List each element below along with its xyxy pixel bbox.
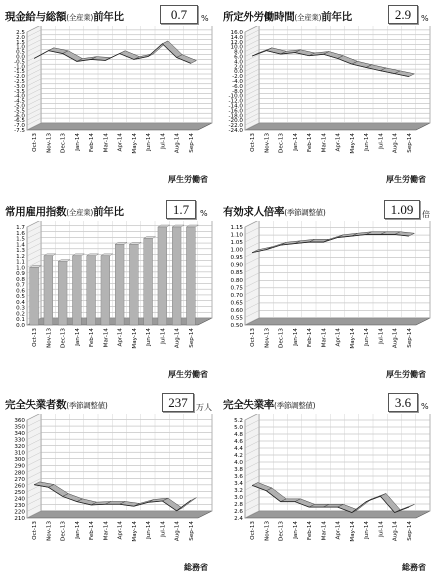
y-tick-label: -20.0 <box>228 118 243 125</box>
latest-value-box: 1.7 <box>166 200 196 219</box>
side-wall <box>245 414 259 518</box>
x-tick-label: Mar-14 <box>321 133 328 153</box>
latest-value-box: 0.7 <box>160 5 198 24</box>
bar <box>58 262 67 325</box>
y-tick-label: 350 <box>14 424 25 431</box>
x-tick-label: Jun-14 <box>364 133 371 151</box>
value-unit: 倍 <box>422 210 430 219</box>
x-tick-label: Feb-14 <box>89 133 96 153</box>
x-tick-label: Nov-13 <box>46 328 53 348</box>
y-tick-label: 0.4 <box>16 299 25 306</box>
y-tick-label: 1.05 <box>230 240 243 247</box>
x-tick-label: Nov-13 <box>46 521 53 541</box>
floor <box>245 511 430 518</box>
source-label: 厚生労働省 <box>168 370 208 379</box>
y-tick-label: 16.0 <box>230 30 243 36</box>
y-tick-label: -14.0 <box>228 103 243 110</box>
x-tick-label: Jul-14 <box>160 521 167 537</box>
bar <box>144 239 153 325</box>
x-tick-label: Dec-13 <box>278 133 285 153</box>
value-unit: % <box>421 14 429 23</box>
y-tick-label: -5.0 <box>14 103 25 110</box>
y-tick-label: 310 <box>14 450 25 457</box>
source-label: 厚生労働省 <box>386 175 426 184</box>
y-tick-label: 210 <box>14 516 25 522</box>
x-tick-label: May-14 <box>349 328 356 349</box>
y-tick-label: 2.5 <box>16 30 25 36</box>
x-tick-label: Jun-14 <box>146 133 153 151</box>
x-tick-label: Aug-14 <box>392 328 399 349</box>
chart-title: 完全失業者数(季節調整値) <box>5 399 108 411</box>
latest-value-box: 3.6 <box>388 393 418 412</box>
y-tick-label: -6.5 <box>14 118 25 125</box>
chart-panel-employment-index <box>2 197 214 383</box>
x-tick-label: Nov-13 <box>264 133 271 153</box>
chart-unemployment-rate <box>220 414 432 564</box>
bar <box>101 256 110 325</box>
y-tick-label: 0.50 <box>230 323 243 329</box>
x-tick-label: Apr-14 <box>117 521 124 540</box>
chart-unemployed <box>2 414 214 564</box>
value-unit: % <box>421 402 429 411</box>
y-tick-label: -22.0 <box>228 123 243 130</box>
y-tick-label: 12.0 <box>230 39 243 46</box>
value-unit: 万人 <box>196 403 212 412</box>
x-tick-label: Dec-13 <box>278 521 285 541</box>
source-label: 厚生労働省 <box>386 370 426 379</box>
y-tick-label: -1.5 <box>14 69 25 76</box>
x-tick-label: Sep-14 <box>188 328 195 348</box>
y-tick-label: 290 <box>14 463 25 470</box>
y-tick-label: 0.8 <box>16 276 25 283</box>
value-unit: % <box>200 209 208 218</box>
floor <box>27 511 212 518</box>
y-tick-label: 230 <box>14 502 25 509</box>
y-tick-label: 0.1 <box>16 317 25 324</box>
x-tick-label: Mar-14 <box>321 328 328 348</box>
chart-panel-overtime <box>220 2 432 188</box>
x-tick-label: Sep-14 <box>188 133 195 153</box>
x-tick-label: Jul-14 <box>378 328 385 344</box>
x-tick-label: Oct-13 <box>250 133 257 152</box>
y-tick-label: 0.90 <box>230 262 243 269</box>
y-tick-label: 1.3 <box>16 248 25 255</box>
x-tick-label: Oct-13 <box>32 133 39 152</box>
value-unit: % <box>201 14 209 23</box>
x-tick-label: Apr-14 <box>117 133 124 152</box>
y-tick-label: -7.0 <box>14 123 25 130</box>
x-tick-label: Jul-14 <box>378 133 385 149</box>
y-tick-label: 0.7 <box>16 282 25 289</box>
x-tick-label: Aug-14 <box>174 328 181 349</box>
x-tick-label: Feb-14 <box>89 328 96 348</box>
y-tick-label: -6.0 <box>232 83 243 90</box>
y-tick-label: 4.0 <box>234 59 243 66</box>
x-tick-label: Dec-13 <box>60 328 67 348</box>
y-tick-label: 10.0 <box>230 44 243 51</box>
y-tick-label: -4.0 <box>232 79 243 85</box>
x-tick-label: Mar-14 <box>103 521 110 541</box>
y-tick-label: 4.6 <box>234 439 243 445</box>
y-tick-label: -18.0 <box>228 113 243 120</box>
y-tick-label: 0.60 <box>230 307 243 314</box>
y-tick-label: 1.2 <box>16 253 25 260</box>
y-tick-label: 3.6 <box>234 474 243 480</box>
source-label: 総務省 <box>402 563 426 572</box>
x-tick-label: May-14 <box>349 521 356 542</box>
x-tick-label: Jun-14 <box>364 328 371 346</box>
latest-value-box: 1.09 <box>384 200 420 219</box>
x-tick-label: Nov-13 <box>264 521 271 541</box>
chart-overtime <box>220 26 432 176</box>
y-tick-label: 0.3 <box>16 305 25 312</box>
x-tick-label: Jul-14 <box>378 521 385 537</box>
y-tick-label: 0.0 <box>16 54 25 61</box>
y-tick-label: 3.4 <box>234 481 243 487</box>
y-tick-label: -10.0 <box>228 93 243 100</box>
x-tick-label: Sep-14 <box>188 521 195 541</box>
side-wall <box>245 221 259 325</box>
y-tick-label: 260 <box>14 483 25 490</box>
x-tick-label: Jun-14 <box>146 521 153 539</box>
x-tick-label: Feb-14 <box>307 521 314 541</box>
bar <box>72 256 81 325</box>
y-tick-label: 0.6 <box>16 288 25 295</box>
bar <box>129 244 138 325</box>
x-tick-label: Dec-13 <box>278 328 285 348</box>
y-tick-label: 3.2 <box>234 488 243 494</box>
bar <box>115 244 124 325</box>
y-tick-label: 4.4 <box>234 446 243 452</box>
x-tick-label: Sep-14 <box>406 328 413 348</box>
x-tick-label: Feb-14 <box>307 328 314 348</box>
x-tick-label: Oct-13 <box>32 521 39 540</box>
x-tick-label: Jul-14 <box>160 328 167 344</box>
x-tick-label: Jan-14 <box>74 521 81 539</box>
y-tick-label: 360 <box>14 418 25 424</box>
x-tick-label: Nov-13 <box>46 133 53 153</box>
x-tick-label: Mar-14 <box>103 133 110 153</box>
chart-panel-unemployment-rate <box>220 390 432 576</box>
y-tick-label: 1.00 <box>230 247 243 254</box>
y-tick-label: -2.0 <box>232 74 243 81</box>
x-tick-label: Apr-14 <box>117 328 124 347</box>
x-tick-label: Oct-13 <box>250 328 257 347</box>
y-tick-label: -1.0 <box>14 64 25 71</box>
y-tick-label: 1.1 <box>16 259 25 266</box>
bar <box>158 227 167 325</box>
x-tick-label: May-14 <box>131 133 138 154</box>
y-tick-label: 1.4 <box>16 242 25 249</box>
x-tick-label: Dec-13 <box>60 521 67 541</box>
chart-employment-index <box>2 221 214 371</box>
y-tick-label: 5.2 <box>234 418 243 424</box>
x-tick-label: Nov-13 <box>264 328 271 348</box>
y-tick-label: 240 <box>14 496 25 503</box>
y-tick-label: 0.5 <box>16 49 25 56</box>
y-tick-label: 250 <box>14 489 25 496</box>
y-tick-label: 1.5 <box>16 236 25 243</box>
chart-panel-unemployed <box>2 390 214 576</box>
y-tick-label: 0.70 <box>230 292 243 299</box>
x-tick-label: Jan-14 <box>74 328 81 346</box>
y-tick-label: -2.0 <box>14 74 25 81</box>
y-tick-label: 1.15 <box>230 225 243 231</box>
bar <box>186 227 195 325</box>
x-tick-label: Sep-14 <box>406 521 413 541</box>
y-tick-label: 0.2 <box>16 311 25 318</box>
y-tick-label: 1.0 <box>16 44 25 51</box>
floor <box>27 123 212 130</box>
y-tick-label: -16.0 <box>228 108 243 115</box>
y-tick-label: 0.0 <box>16 323 25 329</box>
y-tick-label: 330 <box>14 437 25 444</box>
x-tick-label: Aug-14 <box>392 133 399 154</box>
chart-title: 常用雇用指数(全産業)前年比 <box>5 206 124 218</box>
y-tick-label: -2.5 <box>14 79 25 85</box>
y-tick-label: 3.0 <box>234 495 243 501</box>
y-tick-label: 5.0 <box>234 425 243 431</box>
bar <box>30 267 39 325</box>
x-tick-label: Dec-13 <box>60 133 67 153</box>
y-tick-label: 2.0 <box>16 34 25 41</box>
chart-wages <box>2 26 214 176</box>
y-tick-label: 300 <box>14 457 25 464</box>
chart-title: 現金給与総額(全産業)前年比 <box>5 11 124 23</box>
y-tick-label: 220 <box>14 509 25 516</box>
x-tick-label: Aug-14 <box>174 133 181 154</box>
y-tick-label: 320 <box>14 444 25 451</box>
x-tick-label: Jun-14 <box>364 521 371 539</box>
y-tick-label: 2.8 <box>234 502 243 508</box>
y-tick-label: -3.5 <box>14 88 25 95</box>
y-tick-label: -12.0 <box>228 98 243 105</box>
x-tick-label: May-14 <box>349 133 356 154</box>
y-tick-label: 0.80 <box>230 277 243 284</box>
chart-panel-wages <box>2 2 214 188</box>
source-label: 総務省 <box>184 563 208 572</box>
x-tick-label: Apr-14 <box>335 521 342 540</box>
x-tick-label: Aug-14 <box>392 521 399 542</box>
x-tick-label: May-14 <box>131 521 138 542</box>
y-tick-label: 0.75 <box>230 285 243 292</box>
x-tick-label: Jun-14 <box>146 328 153 346</box>
chart-title: 所定外労働時間(全産業)前年比 <box>223 11 352 23</box>
x-tick-label: Jul-14 <box>160 133 167 149</box>
x-tick-label: Feb-14 <box>307 133 314 153</box>
y-tick-label: -24.0 <box>228 128 243 134</box>
y-tick-label: 280 <box>14 470 25 477</box>
x-tick-label: Apr-14 <box>335 133 342 152</box>
y-tick-label: 14.0 <box>230 34 243 41</box>
y-tick-label: -3.0 <box>14 83 25 90</box>
y-tick-label: 4.0 <box>234 460 243 466</box>
y-tick-label: 1.10 <box>230 232 243 239</box>
y-tick-label: 1.0 <box>16 265 25 272</box>
y-tick-label: 0.55 <box>230 315 243 322</box>
y-tick-label: 3.8 <box>234 467 243 473</box>
y-tick-label: 1.7 <box>16 225 25 231</box>
x-tick-label: Jan-14 <box>292 328 299 346</box>
y-tick-label: -4.5 <box>14 98 25 105</box>
y-tick-label: 0.95 <box>230 255 243 262</box>
y-tick-label: 0.85 <box>230 270 243 277</box>
y-tick-label: 2.0 <box>234 64 243 71</box>
latest-value-box: 237 <box>162 393 194 412</box>
y-tick-label: 6.0 <box>234 54 243 61</box>
y-tick-label: 270 <box>14 476 25 483</box>
y-tick-label: 2.4 <box>234 516 243 522</box>
x-tick-label: Mar-14 <box>321 521 328 541</box>
x-tick-label: Mar-14 <box>103 328 110 348</box>
x-tick-label: Oct-13 <box>32 328 39 347</box>
y-tick-label: 0.65 <box>230 300 243 307</box>
chart-title: 有効求人倍率(季節調整値) <box>223 206 326 218</box>
y-tick-label: 1.5 <box>16 39 25 46</box>
x-tick-label: Oct-13 <box>250 521 257 540</box>
y-tick-label: 0.5 <box>16 294 25 301</box>
bar <box>44 256 53 325</box>
x-tick-label: Sep-14 <box>406 133 413 153</box>
y-tick-label: -8.0 <box>232 88 243 95</box>
floor <box>245 123 430 130</box>
x-tick-label: Aug-14 <box>174 521 181 542</box>
y-tick-label: 0.0 <box>234 69 243 76</box>
x-tick-label: Jan-14 <box>74 133 81 151</box>
x-tick-label: Apr-14 <box>335 328 342 347</box>
y-tick-label: 8.0 <box>234 49 243 56</box>
x-tick-label: Jan-14 <box>292 133 299 151</box>
y-tick-label: 4.2 <box>234 453 243 459</box>
x-tick-label: May-14 <box>131 328 138 349</box>
chart-title: 完全失業率(季節調整値) <box>223 399 316 411</box>
chart-job-ratio <box>220 221 432 371</box>
x-tick-label: Feb-14 <box>89 521 96 541</box>
y-tick-label: 2.6 <box>234 509 243 515</box>
y-tick-label: -7.5 <box>14 128 25 134</box>
bar <box>172 227 181 325</box>
y-tick-label: -5.5 <box>14 108 25 115</box>
y-tick-label: 340 <box>14 431 25 438</box>
y-tick-label: -6.0 <box>14 113 25 120</box>
chart-panel-job-ratio <box>220 197 432 383</box>
source-label: 厚生労働省 <box>168 175 208 184</box>
y-tick-label: 1.6 <box>16 230 25 237</box>
x-tick-label: Jan-14 <box>292 521 299 539</box>
y-tick-label: -0.5 <box>14 59 25 66</box>
floor <box>245 318 430 325</box>
y-tick-label: 4.8 <box>234 432 243 438</box>
latest-value-box: 2.9 <box>388 5 418 24</box>
y-tick-label: 0.9 <box>16 271 25 278</box>
bar <box>87 256 96 325</box>
y-tick-label: -4.0 <box>14 93 25 100</box>
